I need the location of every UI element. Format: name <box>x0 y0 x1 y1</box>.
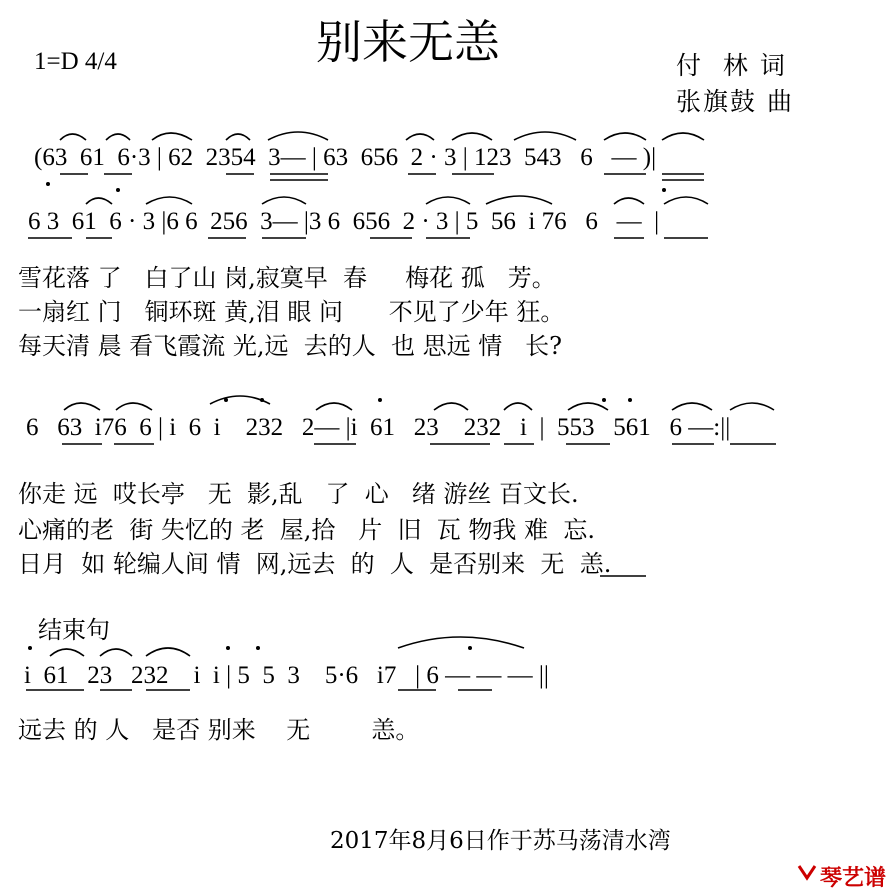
lyric-verse3-line2: 日月 如 轮编人间 情 网,远去 的 人 是否别来 无 恙. <box>18 550 612 578</box>
lyricist-credit: 付 林 词 <box>676 51 787 80</box>
composition-date-place: 2017年8月6日作于苏马荡清水湾 <box>330 828 671 854</box>
score-intro-line: (63 61 6·3 | 62 2354 3— | 63 656 2 · 3 | 123 543 6 — )| <box>34 144 657 171</box>
logo-text: 琴艺谱 <box>820 866 887 891</box>
lyric-verse2-line2: 心痛的老 街 失忆的 老 屋,拾 片 旧 瓦 物我 难 忘. <box>18 516 595 544</box>
lyric-verse3-line1: 每天清 晨 看飞霞流 光,远 去的人 也 思远 情 长? <box>18 332 563 360</box>
lyric-verse1-line1: 雪花落 了 白了山 岗,寂寞早 春 梅花 孤 芳。 <box>18 264 556 292</box>
composer-credit: 张旗鼓 曲 <box>676 87 794 116</box>
ending-section-label: 结束句 <box>38 616 110 644</box>
score-line-1: 6 3 61 6 · 3 |6 6 256 3— |3 6 656 2 · 3 | 5 56 i 76 6 — | <box>28 208 660 235</box>
score-ending-line: i 61 23 232 i i | 5 5 3 5·6 i7 | 6 — — — || <box>24 662 549 689</box>
key-time-signature: 1=D 4/4 <box>34 48 117 75</box>
logo-icon <box>795 860 819 884</box>
lyric-verse2-line1: 一扇红 门 铜环斑 黄,泪 眼 问 不见了少年 狂。 <box>18 298 565 326</box>
score-line-2: 6 63 i76 6 | i 6 i 232 2— |i 61 23 232 i | 553 561 6 —:|| <box>26 414 731 441</box>
lyric-ending: 远去 的 人 是否 别来 无 恙。 <box>18 716 420 744</box>
song-title: 别来无恙 <box>316 15 500 69</box>
lyric-verse1-line2: 你走 远 哎长亭 无 影,乱 了 心 绪 游丝 百文长. <box>18 480 579 508</box>
